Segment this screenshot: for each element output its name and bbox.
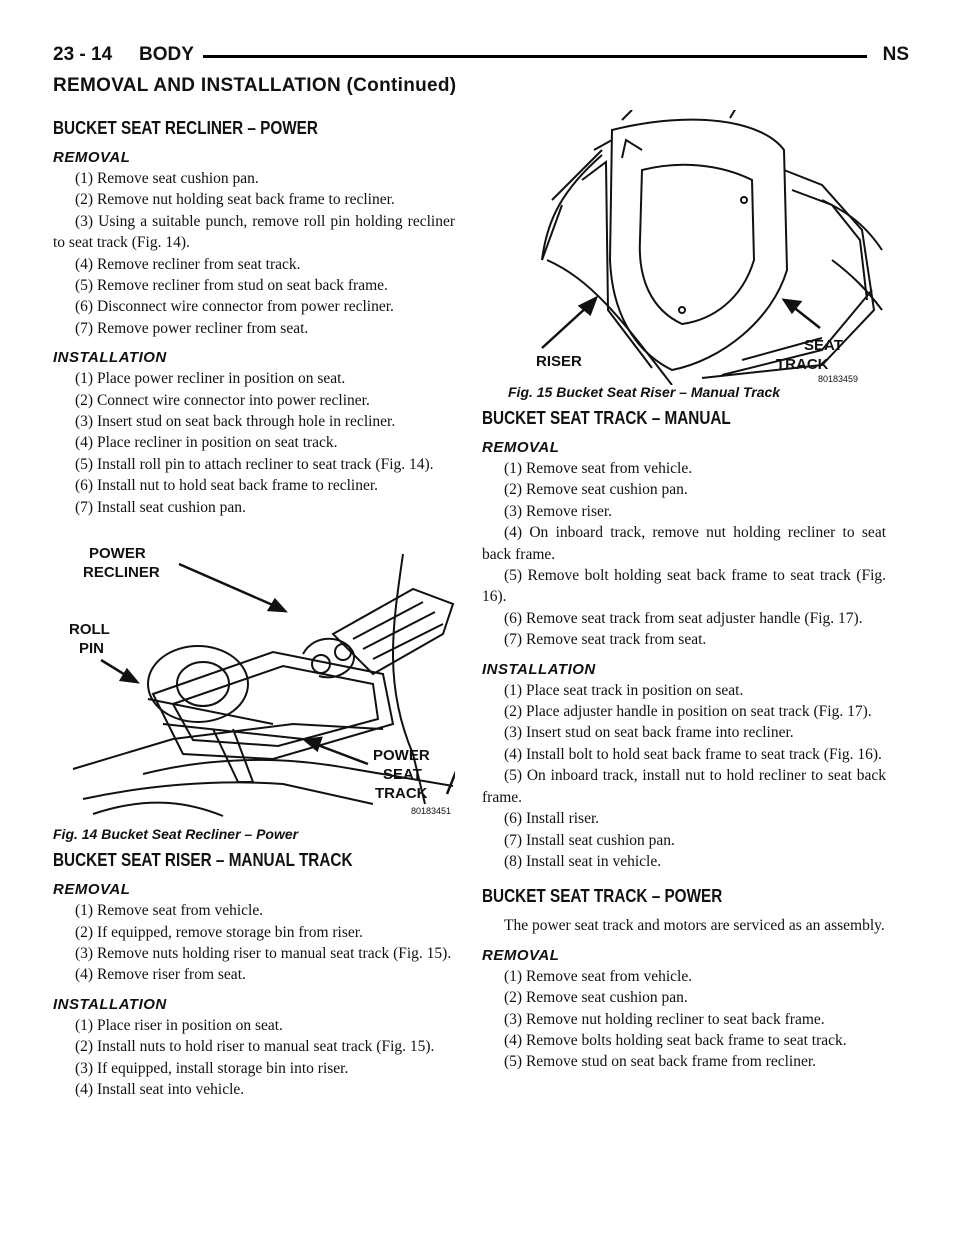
list-item: (1) Place power recliner in position on seat. xyxy=(75,370,346,388)
list-item: (4) Remove recliner from seat track. xyxy=(75,255,301,273)
list-item: (5) Remove recliner from stud on seat back frame. xyxy=(75,277,388,295)
list-item: (2) Place adjuster handle in position on seat track (Fig. 17). xyxy=(504,703,872,721)
list-item: (8) Install seat in vehicle. xyxy=(504,852,662,870)
riser-illustration xyxy=(522,110,886,385)
label-track: TRACK xyxy=(776,356,829,373)
label-riser: RISER xyxy=(536,353,582,370)
list-item: (3) Insert stud on seat back frame into recliner. xyxy=(504,724,794,742)
track-manual-installation-heading: INSTALLATION xyxy=(482,660,596,678)
list-item: (2) Remove seat cushion pan. xyxy=(504,481,688,499)
figure-14-caption: Fig. 14 Bucket Seat Recliner – Power xyxy=(53,826,299,843)
list-item: (3) Using a suitable punch, remove roll pin holding recliner to seat track (Fig. 14). xyxy=(53,212,455,252)
list-item: (3) If equipped, install storage bin into riser. xyxy=(75,1059,349,1077)
figure-15-caption: Fig. 15 Bucket Seat Riser – Manual Track xyxy=(508,384,781,400)
label-power-2: POWER xyxy=(373,747,430,765)
list-item: (7) Install seat cushion pan. xyxy=(504,831,675,849)
list-item: (3) Remove nuts holding riser to manual seat track (Fig. 15). xyxy=(75,944,452,962)
list-item: (5) Remove stud on seat back frame from recliner. xyxy=(504,1053,817,1071)
list-item: (1) Remove seat from vehicle. xyxy=(504,460,693,477)
label-power: POWER xyxy=(89,545,146,563)
track-power-removal-heading: REMOVAL xyxy=(482,946,560,964)
label-seat: SEAT xyxy=(804,337,843,354)
left-column xyxy=(53,110,455,1100)
list-item: (1) Place riser in position on seat. xyxy=(75,1016,283,1034)
riser-removal-heading: REMOVAL xyxy=(53,881,131,899)
list-item: (4) Place recliner in position on seat track. xyxy=(75,434,338,452)
label-track: TRACK xyxy=(375,785,428,803)
figure-15 xyxy=(522,110,886,385)
riser-installation-heading: INSTALLATION xyxy=(53,995,167,1013)
list-item: (2) Connect wire connector into power recliner. xyxy=(75,391,370,409)
list-item: (6) Install riser. xyxy=(504,810,600,828)
figure-14 xyxy=(53,524,455,842)
right-column-text xyxy=(482,384,886,1073)
page-header xyxy=(53,40,909,70)
list-item: (4) Remove riser from seat. xyxy=(75,966,246,984)
list-item: (6) Install nut to hold seat back frame to recliner. xyxy=(75,477,379,495)
model-code: NS xyxy=(882,44,909,65)
list-item: (1) Remove seat from vehicle. xyxy=(504,967,693,985)
power-recliner-illustration xyxy=(53,524,455,824)
list-item: (4) On inboard track, remove nut holding recliner to seat back frame. xyxy=(482,524,886,563)
list-item: (1) Place seat track in position on seat. xyxy=(504,681,744,699)
list-item: (3) Insert stud on seat back through hole in recliner. xyxy=(75,413,396,431)
header-rule xyxy=(203,55,867,58)
track-power-title: BUCKET SEAT TRACK – POWER xyxy=(482,886,723,907)
list-item: (5) Install roll pin to attach recliner to seat track (Fig. 14). xyxy=(75,455,434,473)
list-item: (2) Remove seat cushion pan. xyxy=(504,989,688,1007)
riser-title: BUCKET SEAT RISER – MANUAL TRACK xyxy=(53,850,353,871)
list-item: (7) Remove power recliner from seat. xyxy=(75,319,309,337)
list-item: (4) Install seat into vehicle. xyxy=(75,1080,245,1098)
figure-number: 80183459 xyxy=(818,374,859,384)
list-item: (3) Remove riser. xyxy=(504,502,613,520)
list-item: (2) If equipped, remove storage bin from riser. xyxy=(75,923,363,941)
list-item: (7) Remove seat track from seat. xyxy=(504,631,707,649)
recliner-removal-heading: REMOVAL xyxy=(53,149,131,166)
list-item: (1) Remove seat from vehicle. xyxy=(75,902,264,920)
section-name: BODY xyxy=(139,44,194,65)
list-item: (7) Install seat cushion pan. xyxy=(75,498,246,516)
list-item: (2) Remove nut holding seat back frame to recliner. xyxy=(75,191,395,209)
list-item: (4) Install bolt to hold seat back frame to seat track (Fig. 16). xyxy=(504,745,882,763)
list-item: (4) Remove bolts holding seat back frame to seat track. xyxy=(504,1031,847,1049)
figure-number: 80183451 xyxy=(411,806,452,817)
list-item: (5) On inboard track, install nut to hold recliner to seat back frame. xyxy=(482,767,886,806)
recliner-title: BUCKET SEAT RECLINER – POWER xyxy=(53,118,318,138)
list-item: (1) Remove seat cushion pan. xyxy=(75,170,259,187)
label-seat: SEAT xyxy=(383,766,422,784)
recliner-installation-heading: INSTALLATION xyxy=(53,349,167,367)
list-item: (3) Remove nut holding recliner to seat back frame. xyxy=(504,1010,825,1028)
continued-heading: REMOVAL AND INSTALLATION (Continued) xyxy=(53,75,457,96)
track-manual-removal-heading: REMOVAL xyxy=(482,439,560,456)
list-item: (2) Install nuts to hold riser to manual seat track (Fig. 15). xyxy=(75,1038,435,1056)
label-recliner: RECLINER xyxy=(83,564,160,582)
track-manual-title: BUCKET SEAT TRACK – MANUAL xyxy=(482,408,731,428)
track-power-intro: The power seat track and motors are serviced as an assembly. xyxy=(504,917,885,935)
label-roll: ROLL xyxy=(69,621,110,639)
list-item: (6) Remove seat track from seat adjuster handle (Fig. 17). xyxy=(504,609,863,627)
list-item: (5) Remove bolt holding seat back frame to seat track (Fig. 16). xyxy=(482,567,886,606)
page-number: 23 - 14 xyxy=(53,44,113,65)
label-pin: PIN xyxy=(79,640,105,658)
list-item: (6) Disconnect wire connector from power recliner. xyxy=(75,298,394,316)
